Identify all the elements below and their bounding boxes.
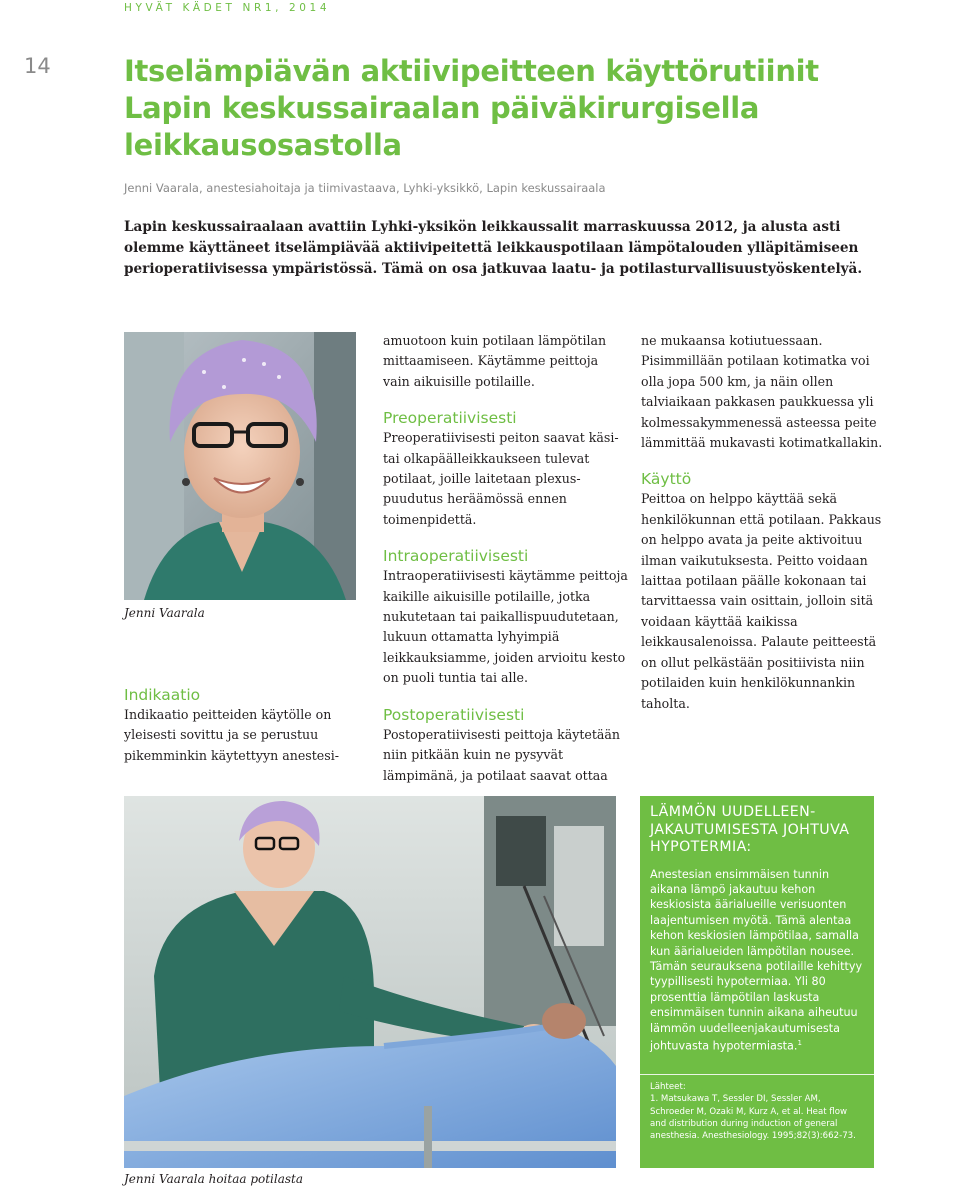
column-3-intro: ne mukaansa kotiutuessaan. Pisimmillään potilaan kotimatka voi olla jopa 500 km, ja näin ollen talviaikaan pakkasen paukkuessa yli kolmessakymmenessä asteessa peite lämmittää mukavasti kotimatkallakin. xyxy=(641,333,883,451)
patient-care-caption: Jenni Vaarala hoitaa potilasta xyxy=(124,1172,304,1186)
title-line: leikkausosastolla xyxy=(124,128,402,162)
infobox-body-text: Anestesian ensimmäisen tunnin aikana lämpö jakautuu kehon keskiosista äärialueille verisuonten laajentumisen myötä. Tämä alentaa kehon keskiosien lämpötilaa, samalla kun äärialueiden lämpötilan nousee. Tämän seurauksena potilaille kehittyy tyypillisesti hypotermiaa. Yli 80 prosenttia lämpötilan laskusta ensimmäisen tunnin aikana aiheutuu lämmön uudelleenjakautumisesta johtuvasta hypotermiasta. xyxy=(650,867,863,1053)
intraoperative-body: Intraoperatiivisesti käytämme peittoja kaikille aikuisille potilaille, jotka nukutetaan tai paikallispuudutetaan, lukuun ottamatta lyhyimpiä leikkauksiamme, joiden arvioitu kesto on puoli tuntia tai alle. xyxy=(383,568,628,686)
column-2 xyxy=(383,331,628,786)
lead-paragraph: Lapin keskussairaalaan avattiin Lyhki-yksikön leikkaussalit marraskuussa 2012, ja alusta asti olemme käyttäneet itselämpiävää aktiivipeitettä leikkauspotilaan lämpötalouden ylläpitämiseen perioperatiivisessa ympäristössä. Tämä on osa jatkuvaa laatu- ja potilasturvallisuustyöskentelyä. xyxy=(124,219,863,277)
preoperative-body: Preoperatiivisesti peiton saavat käsi-tai olkapäälleikkaukseen tulevat potilaat, joille laitetaan plexus-puudutus heräämössä ennen toimenpidettä. xyxy=(383,430,619,527)
infobox-body xyxy=(650,867,864,1055)
portrait-photo xyxy=(124,332,356,600)
page-number: 14 xyxy=(24,54,51,78)
infobox-title xyxy=(650,804,864,857)
preoperative-heading: Preoperatiivisesti xyxy=(383,409,517,428)
indication-body: Indikaatio peitteiden käytölle on yleisesti sovittu ja se perustuu pikemminkin käytettyyn anestesi- xyxy=(124,707,339,763)
infobox-divider xyxy=(640,1074,874,1075)
infobox-title-line: JAKAUTUMISESTA JOHTUVA xyxy=(650,821,850,838)
references-label: Lähteet: xyxy=(650,1082,686,1093)
indication-heading: Indikaatio xyxy=(124,686,201,704)
portrait-caption: Jenni Vaarala xyxy=(124,606,205,620)
postoperative-heading: Postoperatiivisesti xyxy=(383,705,525,724)
magazine-header: HYVÄT KÄDET NR1, 2014 xyxy=(124,2,331,14)
title-line: Itselämpiävän aktiivipeitteen käyttörutiinit xyxy=(124,54,819,88)
infobox-title-line: HYPOTERMIA: xyxy=(650,839,752,855)
postoperative-body: Postoperatiivisesti peittoja käytetään niin pitkään kuin ne pysyvät lämpimänä, ja potilaat saavat ottaa xyxy=(383,726,621,783)
portrait-illustration xyxy=(124,332,356,600)
column-2-intro: amuotoon kuin potilaan lämpötilan mittaamiseen. Käytämme peittoja vain aikuisille potilaille. xyxy=(383,333,607,389)
intraoperative-heading: Intraoperatiivisesti xyxy=(383,547,529,566)
patient-care-photo xyxy=(124,796,616,1168)
footnote-marker: 1 xyxy=(797,1038,802,1047)
usage-heading: Käyttö xyxy=(641,470,692,489)
title-line: Lapin keskussairaalan päiväkirurgisella xyxy=(124,91,760,125)
hypothermia-infobox xyxy=(640,796,874,1168)
author-byline: Jenni Vaarala, anestesiahoitaja ja tiimivastaava, Lyhki-yksikkö, Lapin keskussairaala xyxy=(124,181,606,195)
references-text: 1. Matsukawa T, Sessler DI, Sessler AM, Schroeder M, Ozaki M, Kurz A, et al. Heat flow and distribution during induction of general anesthesia. Anesthesiology. 1995;82(3):662-73. xyxy=(650,1094,856,1141)
infobox-title-line: LÄMMÖN UUDELLEEN- xyxy=(650,804,816,820)
usage-body: Peittoa on helppo käyttää sekä henkilökunnan että potilaan. Pakkaus on helppo avata ja peite aktivoituu ilman vaikutuksesta. Peitto voidaan laittaa potilaan päälle kokonaan tai tarvittaessa vain osittain, jolloin sitä voidaan käyttää kaikissa leikkausalenoissa. Palaute peitteestä on ollut pelkästään positiivista niin potilaiden kuin henkilökunnankin taholta. xyxy=(641,491,882,711)
patient-care-illustration xyxy=(124,796,616,1168)
article-title xyxy=(124,53,924,164)
column-3 xyxy=(641,331,891,714)
column-1 xyxy=(124,685,346,766)
